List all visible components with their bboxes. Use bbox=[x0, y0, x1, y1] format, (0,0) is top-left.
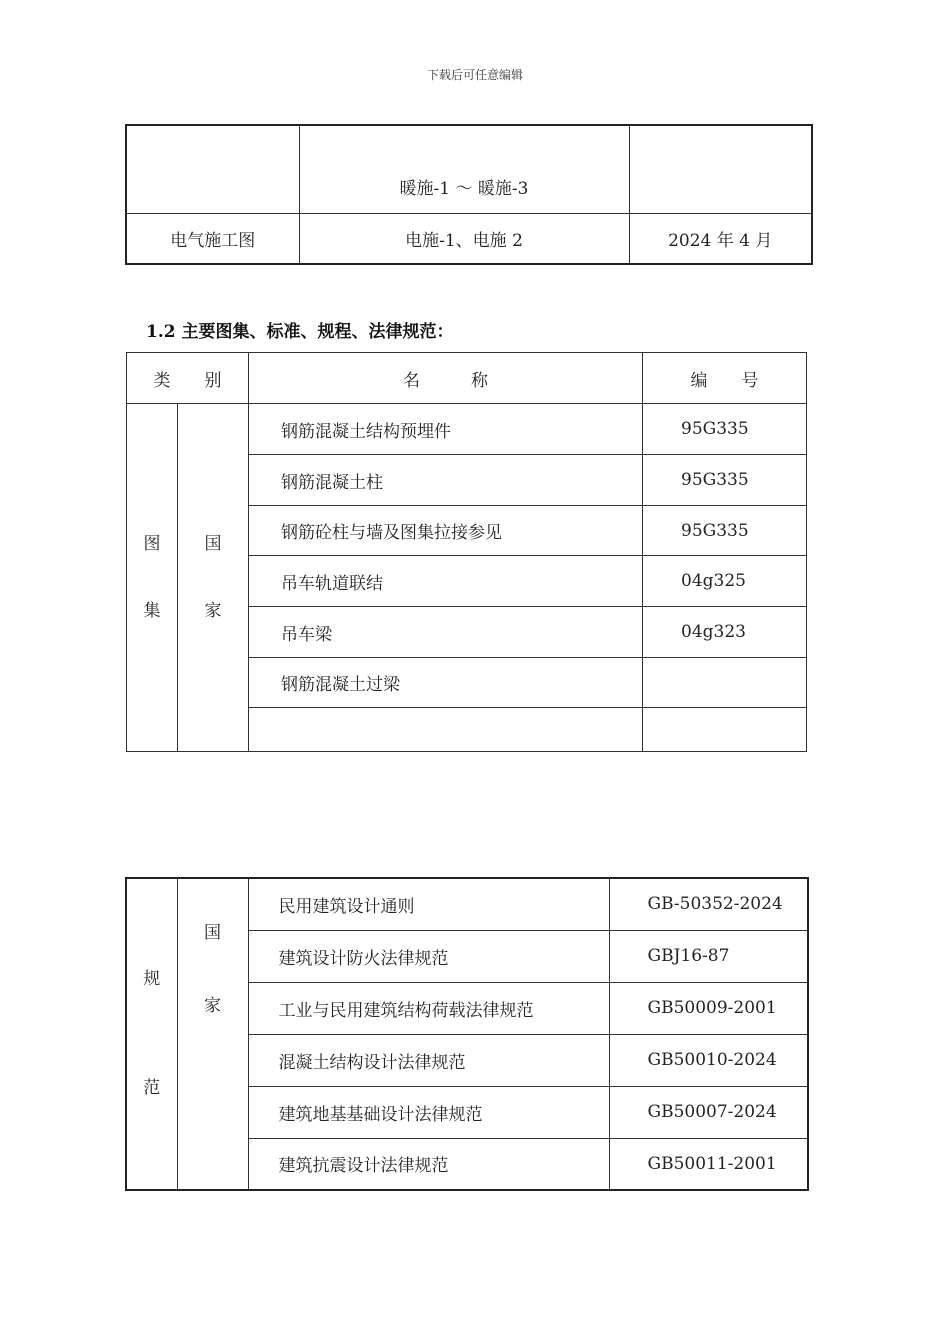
subgroup-label-cell bbox=[178, 404, 249, 752]
spec-name-cell: 建筑地基基础设计法律规范 bbox=[248, 1086, 609, 1138]
atlas-table bbox=[126, 352, 807, 752]
group-label-cell bbox=[127, 404, 178, 752]
atlas-name-cell: 钢筋混凝土过梁 bbox=[249, 658, 643, 708]
atlas-number-cell: 95G335 bbox=[643, 455, 807, 506]
spec-number-cell: GB-50352-2024 bbox=[609, 878, 808, 930]
subgroup-label-char: 家 bbox=[204, 996, 221, 1016]
atlas-number-cell bbox=[643, 658, 807, 708]
spec-name-cell: 建筑抗震设计法律规范 bbox=[248, 1138, 609, 1190]
atlas-name-cell: 钢筋混凝土柱 bbox=[249, 455, 643, 506]
table-row bbox=[127, 404, 807, 455]
table-header-row bbox=[127, 353, 807, 404]
spec-name-cell: 工业与民用建筑结构荷载法律规范 bbox=[248, 982, 609, 1034]
spec-number-cell: GB50007-2024 bbox=[609, 1086, 808, 1138]
subgroup-label-char: 家 bbox=[204, 600, 222, 621]
spec-number-cell: GB50010-2024 bbox=[609, 1034, 808, 1086]
atlas-name-cell: 钢筋混凝土结构预埋件 bbox=[249, 404, 643, 455]
section-title: 1.2 主要图集、标准、规程、法律规范： bbox=[146, 322, 454, 342]
table-row bbox=[126, 125, 812, 213]
subgroup-label-cell bbox=[177, 878, 248, 1190]
spec-number-cell: GBJ16-87 bbox=[609, 930, 808, 982]
header-name: 名 称 bbox=[249, 353, 643, 404]
drawing-list-table bbox=[125, 124, 813, 265]
drawing-numbers-cell: 电施-1、电施 2 bbox=[299, 213, 629, 264]
drawing-date-cell bbox=[629, 125, 812, 213]
specification-table bbox=[125, 877, 809, 1191]
atlas-name-cell bbox=[249, 708, 643, 752]
group-label-cell bbox=[126, 878, 177, 1190]
atlas-number-cell: 04g325 bbox=[643, 556, 807, 607]
group-label-char: 图 bbox=[143, 533, 161, 554]
subgroup-label-char: 国 bbox=[204, 533, 222, 554]
atlas-number-cell: 04g323 bbox=[643, 607, 807, 658]
atlas-number-cell: 95G335 bbox=[643, 506, 807, 556]
table-row bbox=[126, 213, 812, 264]
spec-name-cell: 混凝土结构设计法律规范 bbox=[248, 1034, 609, 1086]
spec-name-cell: 建筑设计防火法律规范 bbox=[248, 930, 609, 982]
table-row bbox=[126, 878, 808, 930]
spec-number-cell: GB50009-2001 bbox=[609, 982, 808, 1034]
atlas-name-cell: 吊车梁 bbox=[249, 607, 643, 658]
atlas-number-cell bbox=[643, 708, 807, 752]
header-category: 类 别 bbox=[127, 353, 249, 404]
subgroup-label-char: 国 bbox=[204, 923, 221, 943]
spec-number-cell: GB50011-2001 bbox=[609, 1138, 808, 1190]
atlas-name-cell: 吊车轨道联结 bbox=[249, 556, 643, 607]
drawing-category-cell bbox=[126, 125, 299, 213]
atlas-name-cell: 钢筋砼柱与墙及图集拉接参见 bbox=[249, 506, 643, 556]
drawing-category-cell: 电气施工图 bbox=[126, 213, 299, 264]
atlas-number-cell: 95G335 bbox=[643, 404, 807, 455]
group-label-char: 范 bbox=[143, 1078, 161, 1098]
drawing-numbers-cell: 暖施-1 ～ 暖施-3 bbox=[299, 125, 629, 213]
group-label-char: 集 bbox=[143, 600, 161, 621]
spec-name-cell: 民用建筑设计通则 bbox=[248, 878, 609, 930]
group-label-char: 规 bbox=[143, 969, 161, 989]
page-header: 下载后可任意编辑 bbox=[426, 68, 523, 82]
header-number: 编 号 bbox=[643, 353, 807, 404]
drawing-date-cell: 2024 年 4 月 bbox=[629, 213, 812, 264]
